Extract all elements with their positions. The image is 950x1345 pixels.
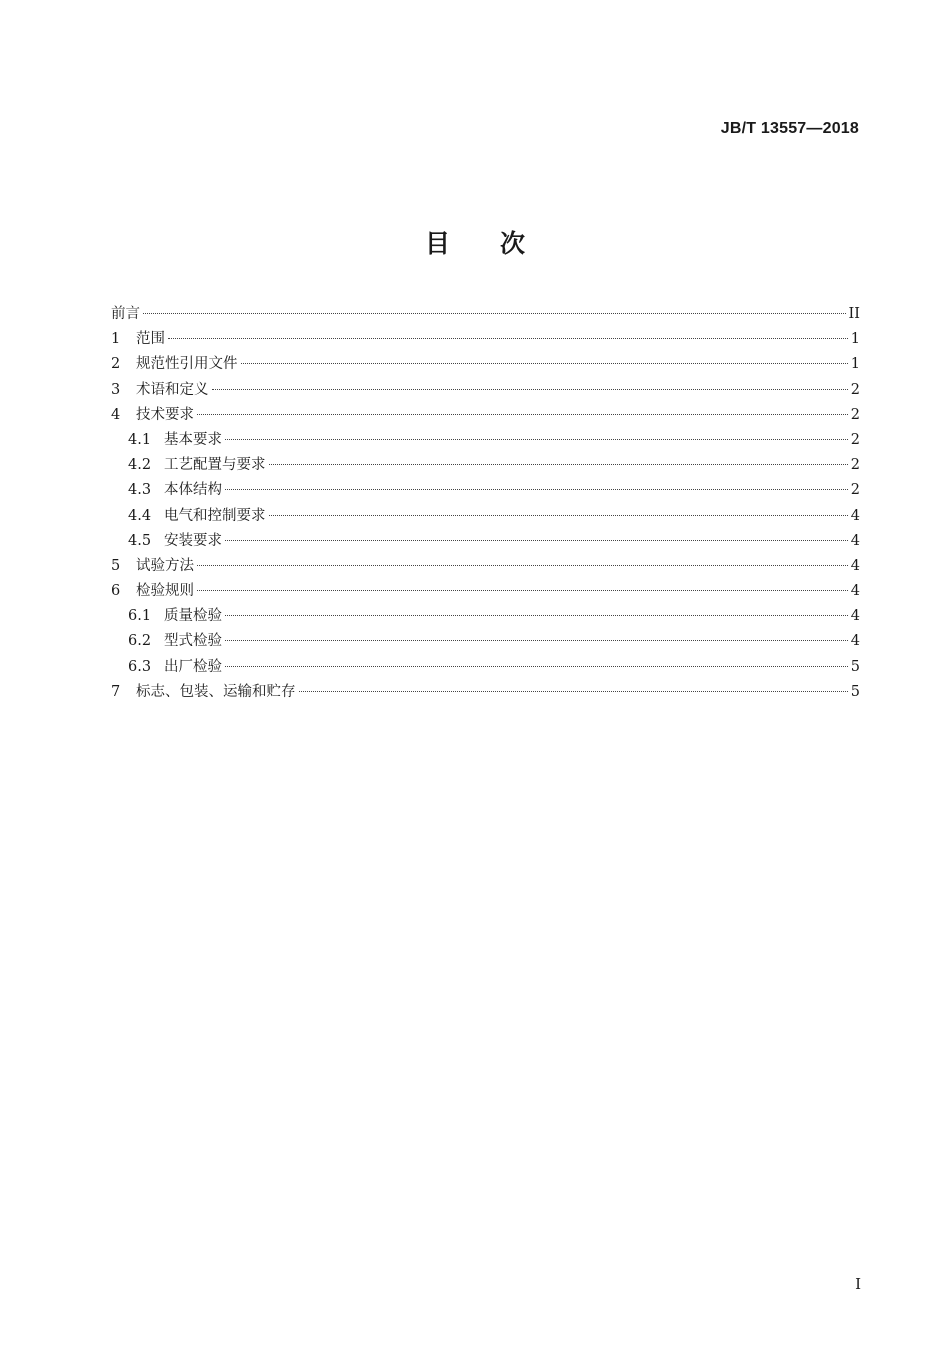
toc-entry-number: 4.1 [128, 431, 152, 448]
toc-entry-title: 型式检验 [164, 633, 222, 650]
toc-entry[interactable] [111, 529, 860, 554]
toc-entry-title: 工艺配置与要求 [164, 457, 266, 474]
toc-entry-number: 4 [111, 406, 121, 423]
toc-title-char-1: 目 [424, 229, 450, 258]
toc-entry[interactable] [111, 579, 860, 604]
toc-entry-title: 安装要求 [164, 532, 222, 549]
dot-leader [225, 615, 848, 616]
toc-entry-page: 4 [850, 633, 860, 650]
toc-entry-number: 6.1 [128, 608, 152, 625]
toc-entry-number: 7 [111, 683, 121, 700]
toc-entry-page: 4 [850, 507, 860, 524]
dot-leader [269, 464, 848, 465]
toc-entry[interactable] [111, 327, 860, 352]
toc-entry-page: 5 [850, 658, 860, 675]
toc-entry-page: 2 [850, 457, 860, 474]
toc-entry-title: 标志、包装、运输和贮存 [136, 683, 296, 700]
toc-entry[interactable] [111, 302, 860, 327]
toc-entry-number: 4.2 [128, 457, 152, 474]
toc-entry-title: 规范性引用文件 [136, 356, 238, 373]
toc-entry-number: 4.4 [128, 507, 152, 524]
dot-leader [197, 590, 848, 591]
toc-entry-page: 4 [850, 608, 860, 625]
dot-leader [241, 363, 848, 364]
toc-entry-number: 6.2 [128, 633, 152, 650]
toc-entry-title: 出厂检验 [164, 658, 222, 675]
toc-list [111, 302, 860, 705]
toc-entry-page: 2 [850, 406, 860, 423]
toc-entry-title: 试验方法 [136, 557, 194, 574]
dot-leader [212, 389, 848, 390]
toc-entry-page: 1 [850, 356, 860, 373]
toc-title-char-2: 次 [500, 229, 526, 258]
toc-entry[interactable] [111, 655, 860, 680]
toc-entry-page: 2 [850, 431, 860, 448]
toc-title [0, 224, 950, 260]
dot-leader [225, 666, 848, 667]
dot-leader [197, 565, 848, 566]
toc-entry-title: 电气和控制要求 [164, 507, 266, 524]
toc-entry-page: II [848, 306, 860, 322]
toc-entry-number: 4.3 [128, 482, 152, 499]
toc-entry[interactable] [111, 604, 860, 629]
toc-entry-title: 本体结构 [164, 482, 222, 499]
toc-entry-title: 检验规则 [136, 583, 194, 600]
toc-entry-page: 4 [850, 557, 860, 574]
toc-entry-title: 术语和定义 [136, 381, 209, 398]
toc-entry-title: 技术要求 [136, 406, 194, 423]
toc-entry-page: 2 [850, 381, 860, 398]
toc-entry-title: 质量检验 [164, 608, 222, 625]
toc-entry[interactable] [111, 453, 860, 478]
toc-entry-page: 2 [850, 482, 860, 499]
toc-entry[interactable] [111, 352, 860, 377]
dot-leader [143, 313, 846, 314]
dot-leader [299, 691, 848, 692]
dot-leader [269, 515, 848, 516]
toc-entry-page: 5 [850, 683, 860, 700]
toc-entry-number: 5 [111, 557, 121, 574]
document-code: JB/T 13557—2018 [720, 120, 859, 137]
toc-entry-title: 基本要求 [164, 431, 222, 448]
toc-entry-page: 1 [850, 331, 860, 348]
toc-entry[interactable] [111, 554, 860, 579]
toc-entry[interactable] [111, 478, 860, 503]
toc-entry[interactable] [111, 629, 860, 654]
toc-entry[interactable] [111, 403, 860, 428]
toc-entry-number: 2 [111, 356, 121, 373]
toc-entry-number: 1 [111, 331, 121, 348]
dot-leader [168, 338, 848, 339]
toc-entry[interactable] [111, 378, 860, 403]
toc-entry-number: 6.3 [128, 658, 152, 675]
toc-entry-number: 3 [111, 381, 121, 398]
toc-entry[interactable] [111, 504, 860, 529]
toc-entry-title: 范围 [136, 331, 165, 348]
dot-leader [225, 640, 848, 641]
dot-leader [225, 439, 848, 440]
page-number: I [855, 1275, 861, 1293]
toc-entry-number: 6 [111, 583, 121, 600]
dot-leader [225, 489, 848, 490]
toc-entry[interactable] [111, 680, 860, 705]
dot-leader [225, 540, 848, 541]
dot-leader [197, 414, 848, 415]
toc-entry-page: 4 [850, 583, 860, 600]
toc-entry[interactable] [111, 428, 860, 453]
toc-entry-number: 4.5 [128, 532, 152, 549]
toc-entry-page: 4 [850, 532, 860, 549]
toc-entry-title: 前言 [111, 306, 140, 322]
